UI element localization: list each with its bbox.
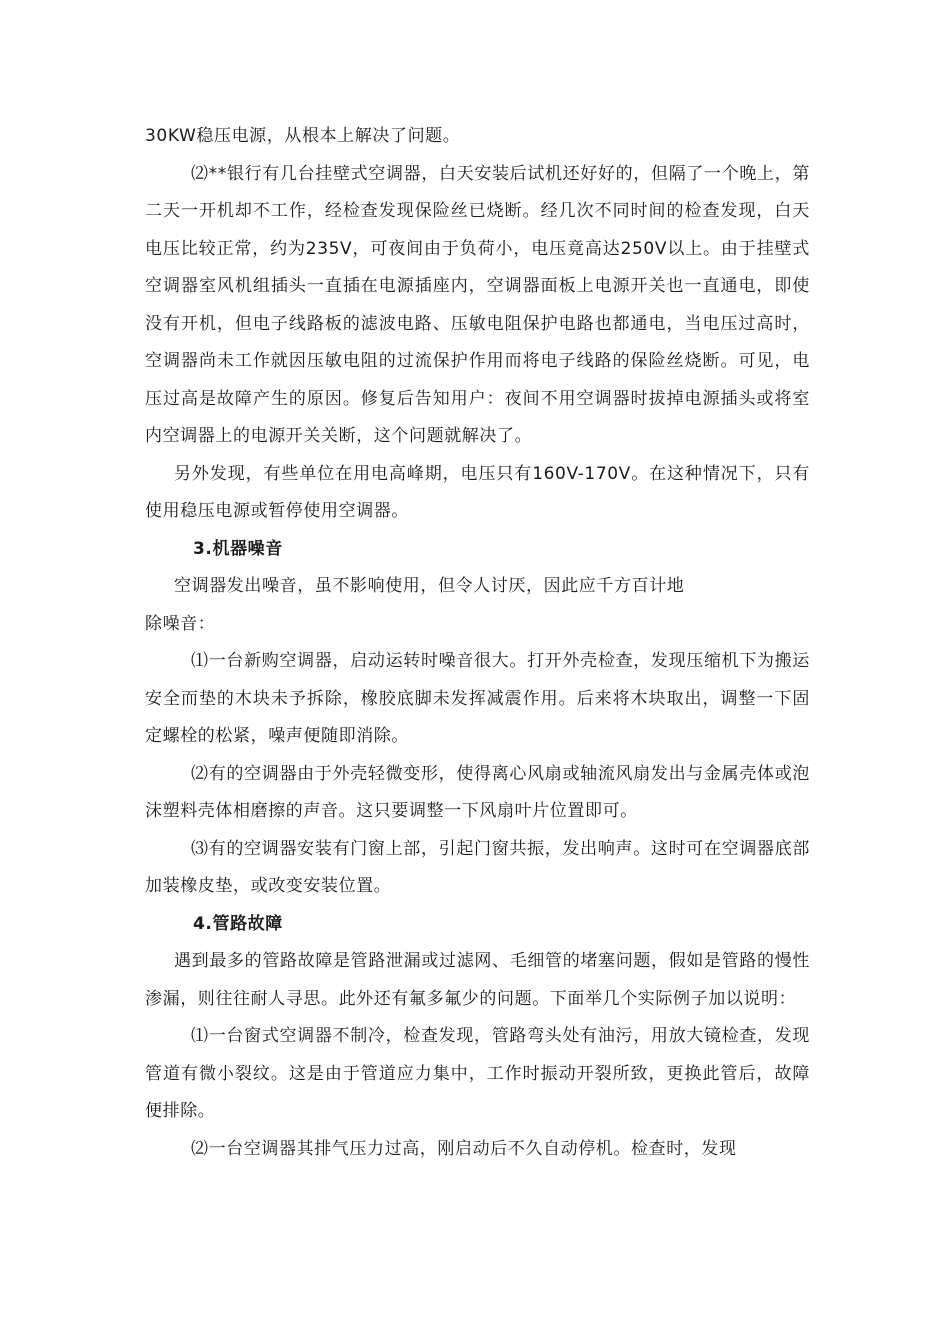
- paragraph-1: 30KW稳压电源，从根本上解决了问题。: [145, 126, 461, 146]
- paragraph-4: 空调器发出噪音，虽不影响使用，但令人讨厌，因此应千方百计地: [174, 576, 685, 596]
- paragraph-2: ⑵**银行有几台挂壁式空调器，白天安装后试机还好好的，但隔了一个晚上，第二天一开机却不工作，经检查发现保险丝已烧断。经几次不同时间的检查发现，白天电压比较正常，约为235V，可夜间由于负荷小，电压竟高达250V以上。由于挂壁式空调器室风机组插头一直插在电源插座内，空调器面板上电源开关也一直通电，即使没有开机，但电子线路板的滤波电路、压敏电阻保护电路也都通电，当电压过高时，空调器尚未工作就因压敏电阻的过流保护作用而将电子线路的保险丝烧断。可见，电压过高是故障产生的原因。修复后告知用户：夜间不用空调器时拔掉电源插头或将室内空调器上的电源开关关断，这个问题就解决了。: [145, 163, 810, 446]
- paragraph-8: ⑶有的空调器安装有门窗上部，引起门窗共振，发出响声。这时可在空调器底部加装橡皮垫，或改变安装位置。: [145, 838, 810, 896]
- document-body: [145, 118, 810, 1168]
- paragraph-7: ⑵有的空调器由于外壳轻微变形，使得离心风扇或轴流风扇发出与金属壳体或泡沫塑料壳体相磨擦的声音。这只要调整一下风扇叶片位置即可。: [145, 763, 810, 821]
- paragraph-11: ⑵一台空调器其排气压力过高，刚启动后不久自动停机。检查时，发现: [191, 1138, 737, 1159]
- paragraph-6: ⑴一台新购空调器，启动运转时噪音很大。打开外壳检查，发现压缩机下为搬运安全而垫的木块未予拆除，橡胶底脚未发挥减震作用。后来将木块取出，调整一下固定螺栓的松紧，噪声便随即消除。: [145, 651, 810, 746]
- paragraph-10: ⑴一台窗式空调器不制冷，检查发现，管路弯头处有油污，用放大镜检查，发现管道有微小裂纹。这是由于管道应力集中，工作时振动开裂所致，更换此管后，故障便排除。: [145, 1026, 810, 1121]
- paragraph-5: 除噪音：: [145, 613, 216, 634]
- paragraph-9: 遇到最多的管路故障是管路泄漏或过滤网、毛细管的堵塞问题，假如是管路的慢性渗漏，则往往耐人寻思。此外还有氟多氟少的问题。下面举几个实际例子加以说明：: [145, 951, 810, 1009]
- paragraph-3: 另外发现，有些单位在用电高峰期，电压只有160V-170V。在这种情况下，只有使用稳压电源或暂停使用空调器。: [145, 463, 810, 521]
- section-heading-pipe-fault: 4.管路故障: [193, 913, 283, 934]
- section-heading-machine-noise: 3.机器噪音: [193, 538, 283, 559]
